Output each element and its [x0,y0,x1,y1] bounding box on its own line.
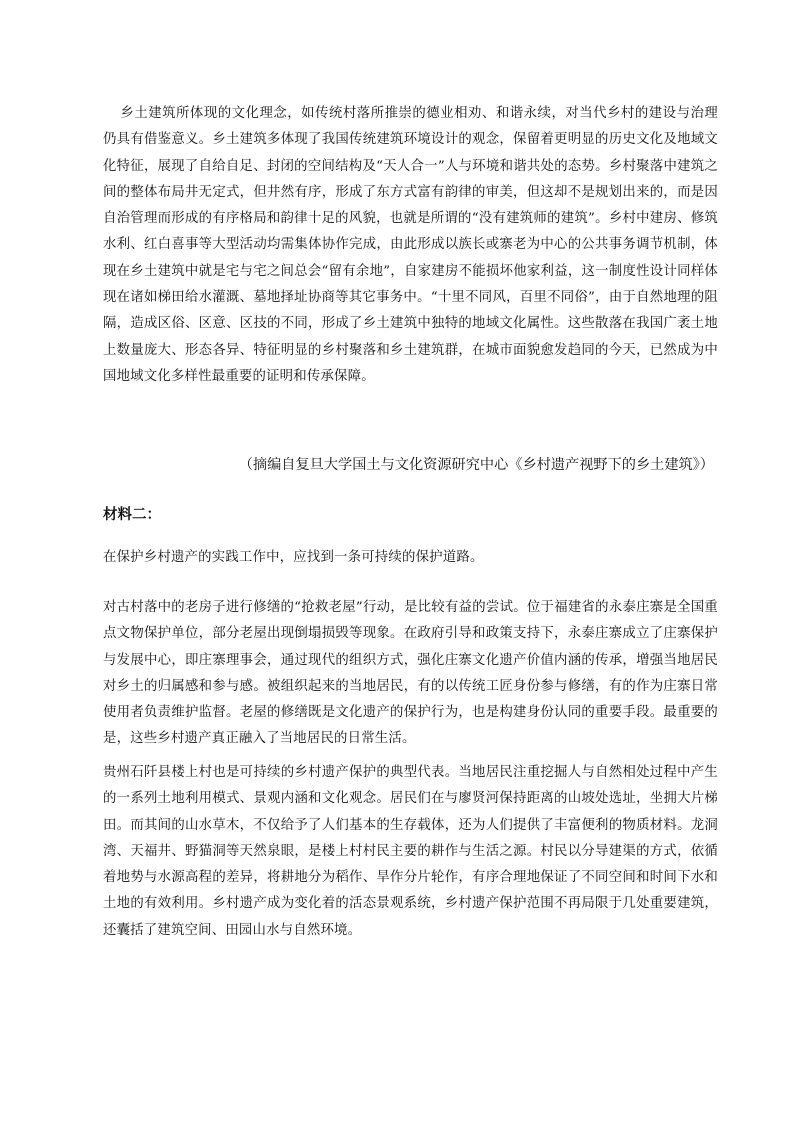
material-two-intro: 在保护乡村遗产的实践工作中，应找到一条可持续的保护道路。 [103,550,484,565]
paragraph-old-house-restoration: 对古村落中的老房子进行修缮的“抢救老屋”行动，是比较有益的尝试。位于福建省的永泰庄寨是全国重点文物保护单位，部分老屋出现倒塌损毁等现象。在政府引导和政策支持下，永泰庄寨成立了庄寨保护与发展中心，即庄寨理事会，通过现代的组织方式，强化庄寨文化遗产价值内涵的传承，增强当地居民对乡土的归属感和参与感。被组织起来的当地居民，有的以传统工匠身份参与修缮，有的作为庄寨日常使用者负责维护监督。老屋的修缮既是文化遗产的保护行为，也是构建身份认同的重要手段。最重要的是，这些乡村遗产真正融入了当地居民的日常生活。 [103,600,718,747]
paragraph-vernacular-architecture: 乡土建筑所体现的文化理念，如传统村落所推崇的德业相劝、和谐永续，对当代乡村的建设与治理仍具有借鉴意义。乡土建筑多体现了我国传统建筑环境设计的观念，保留着更明显的历史文化及地域文化特征，展现了自给自足、封闭的空间结构及“天人合一”人与环境和谐共处的态势。乡村聚落中建筑之间的整体布局井无定式，但井然有序，形成了东方式富有韵律的审美，但这却不是规划出来的，而是因自治管理而形成的有序格局和韵律十足的风貌，也就是所谓的“没有建筑师的建筑”。乡村中建房、修筑水利、红白喜事等大型活动均需集体协作完成，由此形成以族长或寨老为中心的公共事务调节机制，体现在乡土建筑中就是宅与宅之间总会“留有余地”，自家建房不能损坏他家利益，这一制度性设计同样体现在诸如梯田给水灌溉、墓地择址协商等其它事务中。“十里不同风，百里不同俗”，由于自然地理的阻隔，造成区俗、区意、区技的不同，形成了乡土建筑中独特的地域文化属性。这些散落在我国广袤土地上数量庞大、形态各异、特征明显的乡村聚落和乡土建筑群，在城市面貌愈发趋同的今天，已然成为中国地域文化多样性最重要的证明和传承保障。 [103,106,718,384]
source-citation: （摘编自复旦大学国土与文化资源研究中心《乡村遗产视野下的乡土建筑》） [238,457,714,473]
paragraph-loushang-village: 贵州石阡县楼上村也是可持续的乡村遗产保护的典型代表。当地居民注重挖掘人与自然相处过程中产生的一系列土地利用模式、景观内涵和文化观念。居民们在与廖贤河保持距离的山坡处选址，坐拥大片梯田。而其间的山水草木，不仅给予了人们基本的生存载体，还为人们提供了丰富便利的物质材料。龙洞湾、天福井、野猫洞等天然泉眼，是楼上村村民主要的耕作与生活之源。村民以分导建渠的方式，依循着地势与水源高程的差异，将耕地分为稻作、旱作分片轮作，有序合理地保证了不同空间和时间下水和土地的有效利用。乡村遗产成为变化着的活态景观系统，乡村遗产保护范围不再局限于几处重要建筑，还囊括了建筑空间、田园山水与自然环境。 [103,765,718,938]
material-two-heading: 材料二： [103,507,161,523]
